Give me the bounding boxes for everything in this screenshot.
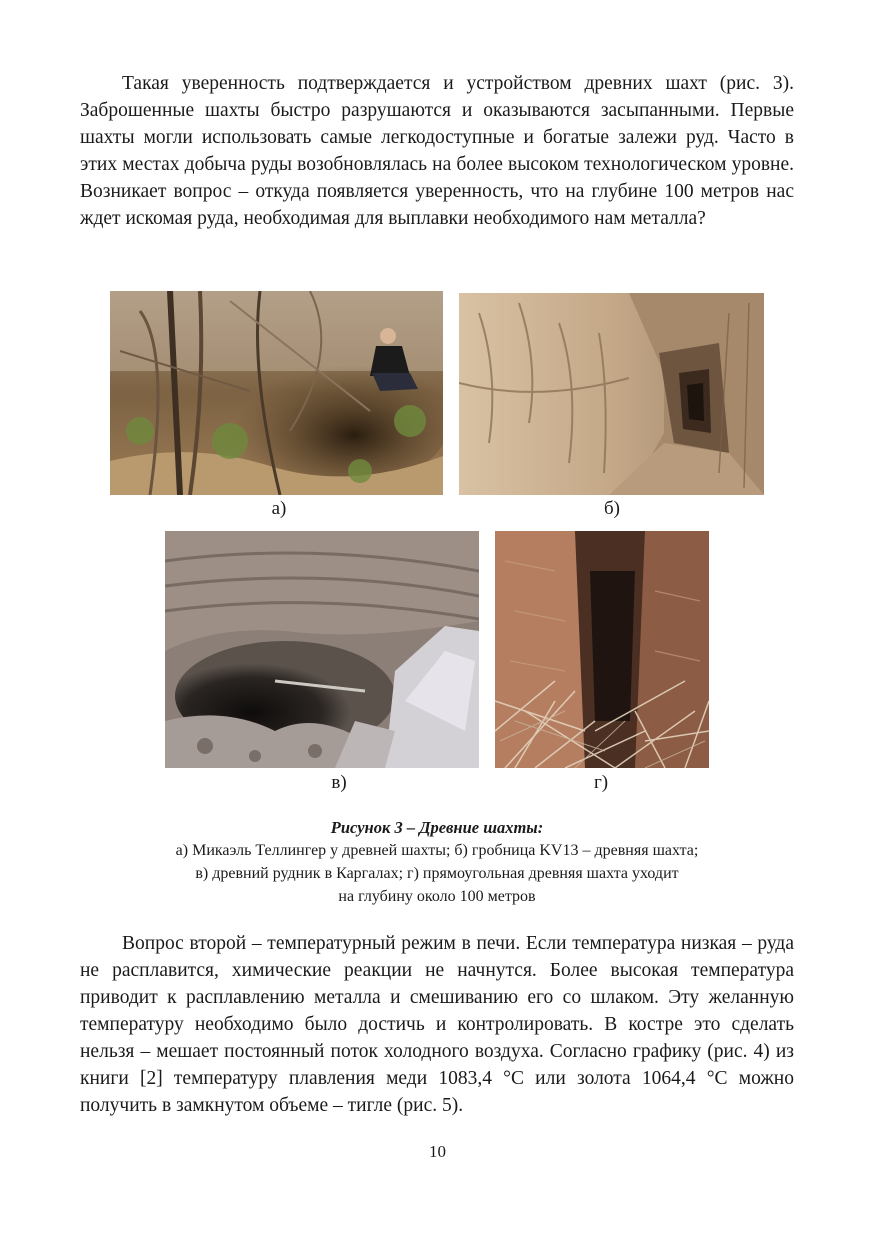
photo-tomb-kv13 <box>459 293 764 495</box>
label-c: в) <box>331 772 347 793</box>
paragraph-shafts: Такая уверенность подтверждается и устройством древних шахт (рис. 3). Заброшенные шахты быстро разрушаются и оказываются засыпанными. Первые шахты могли использовать самые легкодоступные и богатые залежи руд. Часто в этих местах добыча руды возобновлялась на более высоком технологическом уровне. Возникает вопрос – откуда появляется уверенность, что на глубине 100 метров нас ждет искомая руда, необходимая для выплавки необходимого нам металла? <box>80 73 794 229</box>
caption-line-2: в) древний рудник в Каргалах; г) прямоугольная древняя шахта уходит <box>195 865 679 882</box>
caption-line-3: на глубину около 100 метров <box>338 888 536 905</box>
label-b: б) <box>604 498 620 519</box>
paragraph-temperature: Вопрос второй – температурный режим в печи. Если температура низкая – руда не расплавится, химические реакции не начнутся. Более высокая температура приводит к расплавлению металла и смешиванию его со шлаком. Эту желанную температуру необходимо было достичь и контролировать. В костре это сделать нельзя – мешает постоянный поток холодного воздуха. Согласно графику (рис. 4) из книги [2] температуру плавления меди 1083,4 °С или золота 1064,4 °С можно получить в замкнутом объеме – тигле (рис. 5). <box>80 933 794 1116</box>
caption-line-1: а) Микаэль Теллингер у древней шахты; б) гробница KV13 – древняя шахта; <box>175 842 699 859</box>
photo-tellinger-shaft <box>110 291 443 495</box>
page-number: 10 <box>429 1142 446 1161</box>
figure-caption <box>80 816 794 908</box>
photo-kargaly-mine <box>165 531 479 768</box>
photo-rectangular-shaft <box>495 531 709 768</box>
label-d: г) <box>593 772 609 793</box>
figure-title: Рисунок 3 – Древние шахты: <box>330 818 544 837</box>
label-a: а) <box>271 498 287 519</box>
